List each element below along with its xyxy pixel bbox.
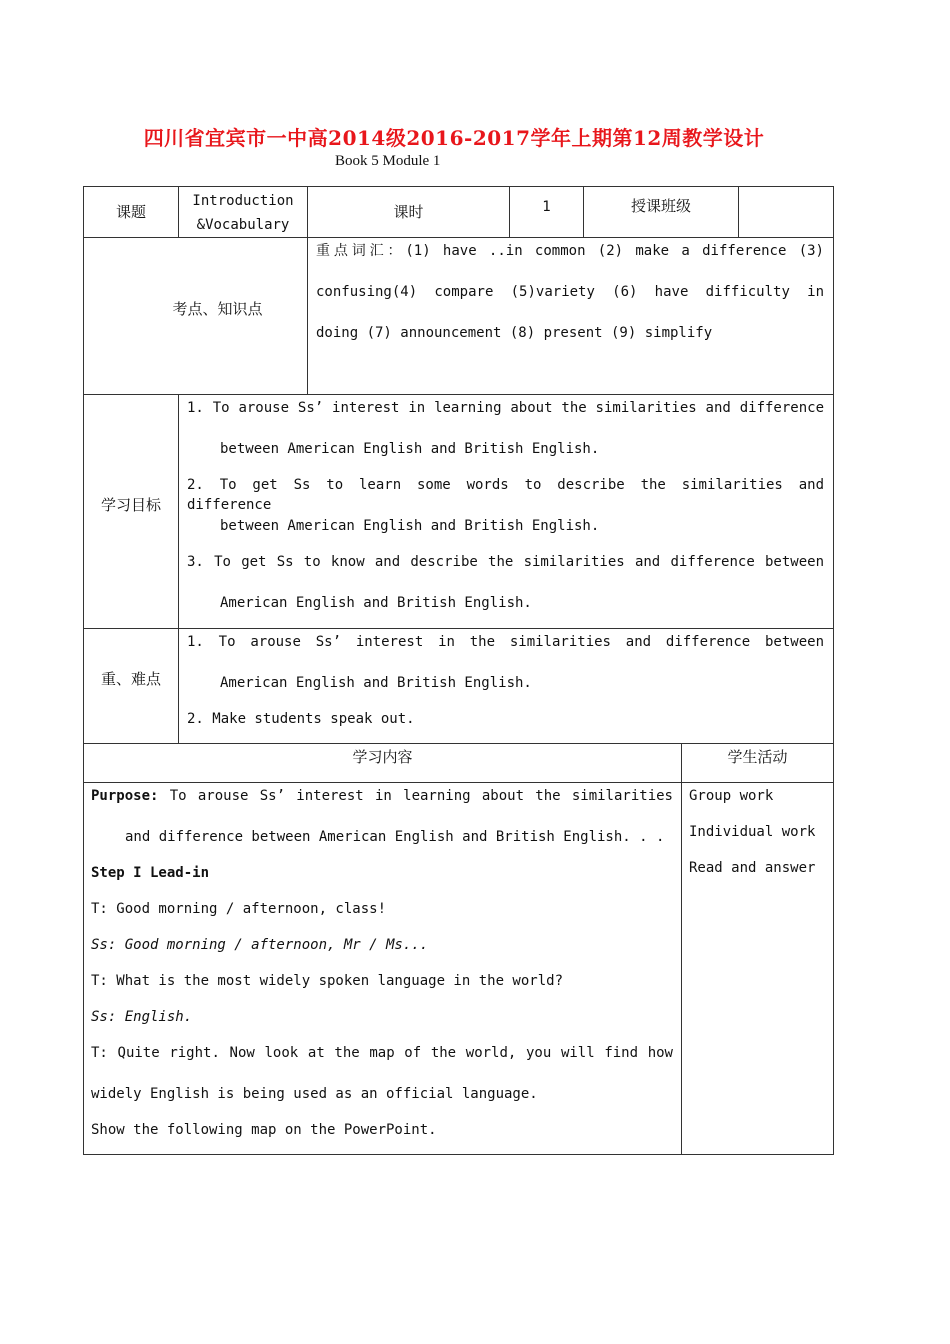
step-title: Step I Lead-in xyxy=(91,865,210,881)
class-label: 授课班级 xyxy=(630,197,691,215)
periods-value: 1 xyxy=(542,199,551,215)
objective-3-line1: 3. To get Ss to know and describe the similarities and difference between xyxy=(187,554,824,570)
document-title: 四川省宜宾市一中高2014级2016-2017学年上期第12周教学设计 xyxy=(143,126,765,150)
purpose-label: Purpose: xyxy=(91,788,159,804)
objective-1-line1: 1. To arouse Ss’ interest in learning about the similarities and difference xyxy=(187,400,824,416)
objective-1-line2: between American English and British English. xyxy=(220,441,600,457)
key-points-label: 考点、知识点 xyxy=(172,300,263,318)
activity-header-label: 学生活动 xyxy=(727,748,788,766)
topic-value-line1: Introduction xyxy=(192,193,294,209)
key-points-line3: doing (7) announcement (8) present (9) simplify xyxy=(316,325,713,341)
key-points-line1: 重点词汇：(1) have ..in common (2) make a difference (3) xyxy=(316,243,824,259)
teacher-line-2: T: What is the most widely spoken language in the world? xyxy=(91,973,564,989)
teacher-line-4: Show the following map on the PowerPoint. xyxy=(91,1122,437,1138)
teacher-line-1: T: Good morning / afternoon, class! xyxy=(91,901,387,917)
activity-item: Group work xyxy=(689,788,774,804)
teacher-line-3b: widely English is being used as an official language. xyxy=(91,1086,538,1102)
objective-2-line2: between American English and British English. xyxy=(220,518,600,534)
difficulties-label: 重、难点 xyxy=(100,670,161,688)
difficulty-1-line2: American English and British English. xyxy=(220,675,532,691)
students-line-2: Ss: English. xyxy=(91,1009,193,1025)
objective-2-line1: 2. To get Ss to learn some words to describe the similarities and difference xyxy=(187,477,824,513)
topic-value-line2: &Vocabulary xyxy=(196,217,290,233)
content-header-label: 学习内容 xyxy=(352,748,413,766)
topic-label: 课题 xyxy=(115,203,146,221)
purpose-line1 xyxy=(91,786,673,806)
class-value-cell xyxy=(738,186,834,238)
activity-item: Individual work xyxy=(689,824,816,840)
difficulty-2: 2. Make students speak out. xyxy=(187,711,415,727)
teacher-line-3a: T: Quite right. Now look at the map of the world, you will find how xyxy=(91,1045,673,1061)
document-subtitle: Book 5 Module 1 xyxy=(335,153,441,169)
difficulty-1-line1: 1. To arouse Ss’ interest in the similarities and difference between xyxy=(187,634,824,650)
key-points-line2: confusing(4) compare (5)variety (6) have difficulty in xyxy=(316,284,824,300)
objective-3-line2: American English and British English. xyxy=(220,595,532,611)
periods-label: 课时 xyxy=(393,203,424,221)
activity-item: Read and answer xyxy=(689,860,816,876)
purpose-line2: and difference between American English and British English. . . xyxy=(125,829,665,845)
students-line-1: Ss: Good morning / afternoon, Mr / Ms... xyxy=(91,937,429,953)
purpose-text: To arouse Ss’ interest in learning about the similarities xyxy=(158,788,673,804)
objectives-label: 学习目标 xyxy=(100,496,161,514)
